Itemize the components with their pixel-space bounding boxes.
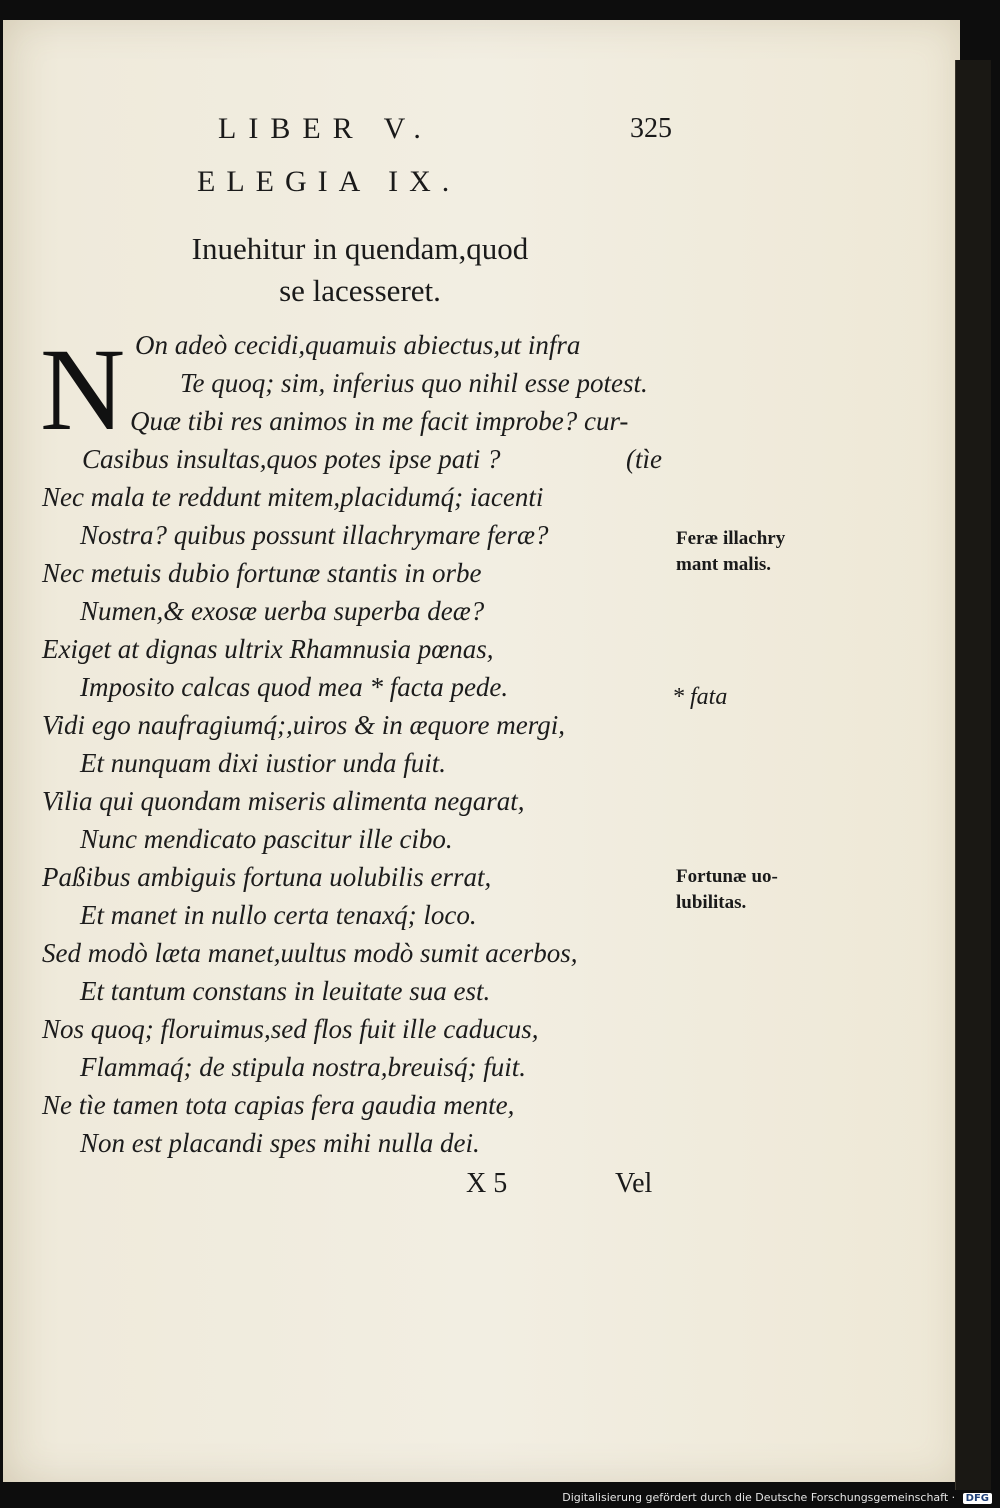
margin-note-line: Feræ illachry: [676, 528, 786, 549]
digitization-credit: [562, 1491, 992, 1504]
elegy-title-line-1: Inuehitur in quendam,quod: [191, 231, 529, 266]
elegy-title-line-2: se lacesseret.: [279, 273, 441, 308]
verse-line: On adeò cecidi,quamuis abiectus,ut infra: [135, 330, 581, 360]
verse-line: Vilia qui quondam miseris alimenta negarat,: [42, 786, 525, 816]
verse-continuation: (tìe: [626, 444, 662, 474]
margin-note-fortunae: [676, 864, 778, 916]
margin-note-line: mant malis.: [676, 554, 771, 575]
verse-line: Nec mala te reddunt mitem,placidumq́; iacenti: [42, 482, 544, 512]
drop-cap: N: [40, 324, 126, 455]
verse-line: Non est placandi spes mihi nulla dei.: [80, 1128, 480, 1158]
verse-line: Casibus insultas,quos potes ipse pati ?: [82, 444, 501, 474]
verse-line: Nunc mendicato pascitur ille cibo.: [80, 824, 453, 854]
verse-line: Ne tìe tamen tota capias fera gaudia mente,: [42, 1090, 515, 1120]
verse-line: Paßibus ambiguis fortuna uolubilis errat,: [42, 862, 492, 892]
verse-line: Imposito calcas quod mea * facta pede.: [80, 672, 509, 702]
elegy-title: [150, 228, 570, 312]
verse-line: Exiget at dignas ultrix Rhamnusia pœnas,: [42, 634, 494, 664]
verse-line: Numen,& exosæ uerba superba deæ?: [80, 596, 485, 626]
signature-mark: X 5: [466, 1168, 508, 1199]
margin-note-line: lubilitas.: [676, 892, 747, 913]
margin-note-fata: * fata: [672, 684, 728, 710]
verse-line: Sed modò læta manet,uultus modò sumit acerbos,: [42, 938, 578, 968]
verse-line: Quæ tibi res animos in me facit improbe? cur-: [130, 406, 629, 436]
margin-note-ferae: [676, 526, 785, 578]
page-number: 325: [630, 113, 672, 144]
verse-line: Et nunquam dixi iustior unda fuit.: [80, 748, 447, 778]
verse-line: Nostra? quibus possunt illachrymare feræ?: [80, 520, 549, 550]
page-edge: [955, 60, 991, 1490]
credit-text: Digitalisierung gefördert durch die Deutsche Forschungsgemeinschaft ·: [562, 1491, 956, 1504]
dfg-logo: DFG: [963, 1493, 992, 1504]
catchword: Vel: [615, 1168, 653, 1199]
verse-line: Nos quoq; floruimus,sed flos fuit ille caducus,: [42, 1014, 539, 1044]
verse-line: Nec metuis dubio fortunæ stantis in orbe: [42, 558, 482, 588]
verse-line: Et manet in nullo certa tenaxq́; loco.: [80, 900, 477, 930]
verse-line: Flammaq́; de stipula nostra,breuisq́; fuit.: [80, 1052, 526, 1082]
verse-line: Et tantum constans in leuitate sua est.: [80, 976, 491, 1006]
margin-note-line: Fortunæ uo-: [676, 866, 778, 887]
verse-line: Vidi ego naufragiumq́;,uiros & in æquore mergi,: [42, 710, 565, 740]
verse-line: Te quoq; sim, inferius quo nihil esse potest.: [180, 368, 648, 398]
running-head: LIBER V.: [218, 112, 433, 145]
section-heading: ELEGIA IX.: [197, 165, 461, 198]
